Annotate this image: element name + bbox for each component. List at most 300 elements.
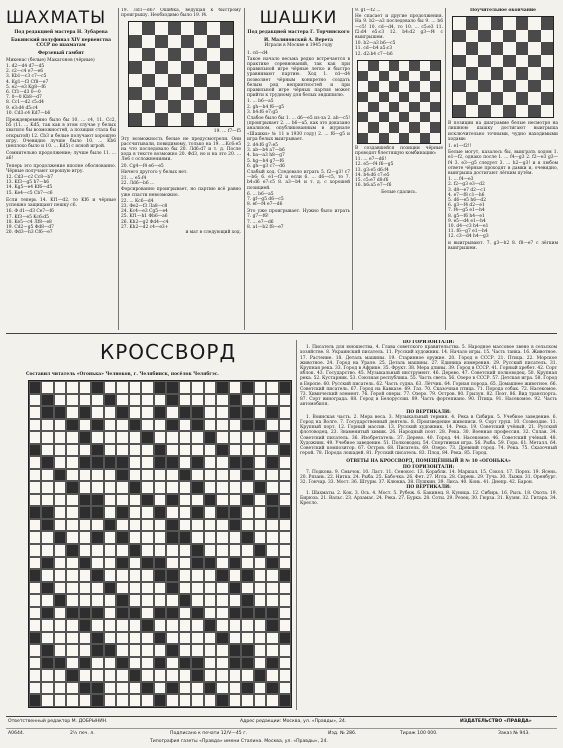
- board-square: [220, 22, 233, 35]
- crossword-cell: [266, 682, 278, 695]
- crossword-cell: [179, 619, 191, 632]
- board-square: [430, 92, 440, 102]
- crossword-cell: [279, 607, 291, 620]
- crossword-cell: [229, 519, 241, 532]
- crossword-cell: [179, 682, 191, 695]
- crossword-cell: [41, 506, 53, 519]
- board-square: [155, 48, 168, 61]
- crossword-cell: [41, 381, 53, 394]
- chess-moves-3: 12. Cd3—c2 Cc8—b7 13. Kf3—g5 h7—h6 14. Kg5—e4 Kf6—d5 15. Ke4—c5 Cb7—c6: [6, 175, 53, 196]
- crossword-cell: [279, 419, 291, 432]
- crossword-cell: [179, 444, 191, 457]
- crossword-cell: [166, 657, 178, 670]
- board-square: [399, 92, 409, 102]
- crossword-cell: [54, 419, 66, 432]
- crossword-cell: [266, 594, 278, 607]
- board-square: [220, 100, 233, 113]
- crossword-cell: [54, 594, 66, 607]
- crossword-cell: [129, 419, 141, 432]
- board-square: [430, 122, 440, 132]
- crossword-cell: [241, 582, 253, 595]
- board-square: [155, 74, 168, 87]
- footer-code: А0644.: [8, 731, 25, 736]
- crossword-cell: [29, 444, 41, 457]
- crossword-cell: [116, 506, 128, 519]
- crossword-cell: [66, 406, 78, 419]
- board-square: [389, 102, 399, 112]
- crossword-cell: [91, 406, 103, 419]
- crossword-cell: [129, 531, 141, 544]
- board-square: [155, 35, 168, 48]
- crossword-cell: [29, 557, 41, 570]
- crossword-cell: [129, 582, 141, 595]
- crossword-cell: [141, 582, 153, 595]
- crossword-cell: [254, 669, 266, 682]
- board-square: [358, 133, 368, 143]
- crossword-cell: [66, 619, 78, 632]
- board-square: [503, 80, 516, 93]
- crossword-cell: [66, 506, 78, 519]
- crossword-cell: [129, 444, 141, 457]
- board-square: [430, 81, 440, 91]
- crossword-cell: [279, 494, 291, 507]
- checkers-moves-4: 6. ... b6—a5 7. gf—g5 d6—c5 8. ef—f4 e7—d6: [247, 191, 284, 208]
- crossword-cell: [266, 619, 278, 632]
- crossword-cell: [266, 694, 278, 707]
- crossword-cell: [166, 506, 178, 519]
- crossword-cell: [116, 531, 128, 544]
- crossword-cell: [279, 694, 291, 707]
- crossword-cell: [104, 481, 116, 494]
- board-square: [368, 133, 378, 143]
- board-square: [220, 87, 233, 100]
- crossword-cell: [141, 644, 153, 657]
- crossword-cell: [166, 594, 178, 607]
- crossword-cell: [254, 381, 266, 394]
- crossword-cell: [216, 444, 228, 457]
- crossword-cell: [54, 669, 66, 682]
- crossword-cell: [179, 381, 191, 394]
- crossword-cell: [129, 494, 141, 507]
- crossword-cell: [254, 544, 266, 557]
- crossword-cell: [254, 644, 266, 657]
- crossword-cell: [54, 544, 66, 557]
- crossword-cell: [241, 632, 253, 645]
- crossword-cell: [66, 469, 78, 482]
- crossword-cell: [129, 506, 141, 519]
- board-square: [194, 22, 207, 35]
- checkers-note-4: Это уже проигрывает. Нужно было играть 7. g7—f6!: [247, 208, 350, 219]
- board-square: [453, 17, 466, 30]
- crossword-cell: [104, 419, 116, 432]
- board-square: [142, 87, 155, 100]
- crossword-cell: [141, 669, 153, 682]
- crossword-cell: [191, 444, 203, 457]
- board-square: [389, 92, 399, 102]
- crossword-cell: [266, 544, 278, 557]
- board-square: [453, 80, 466, 93]
- crossword-cell: [229, 632, 241, 645]
- crossword-cell: [279, 481, 291, 494]
- crossword-cell: [166, 381, 178, 394]
- crossword-cell: [116, 494, 128, 507]
- crossword-cell: [154, 669, 166, 682]
- column-divider: [296, 340, 297, 710]
- chess-event: Бакинский полуфинал XIV первенства СССР по шахматам: [11, 38, 111, 49]
- crossword-cell: [166, 456, 178, 469]
- crossword-cell: [104, 431, 116, 444]
- crossword-cell: [279, 381, 291, 394]
- crossword-cell: [129, 406, 141, 419]
- board-square: [491, 67, 504, 80]
- footer-divider: [6, 716, 557, 717]
- crossword-cell: [104, 557, 116, 570]
- crossword-cell: [279, 519, 291, 532]
- crossword-cell: [29, 506, 41, 519]
- crossword-cell: [41, 456, 53, 469]
- board-square: [194, 48, 207, 61]
- crossword-cell: [54, 506, 66, 519]
- crossword-cell: [79, 644, 91, 657]
- crossword-cell: [241, 569, 253, 582]
- crossword-cell: [191, 557, 203, 570]
- chess-diagram-board: [128, 21, 234, 127]
- crossword-cell: [141, 481, 153, 494]
- crossword-cell: [241, 469, 253, 482]
- board-square: [466, 92, 479, 105]
- crossword-cell: [141, 619, 153, 632]
- board-square: [503, 92, 516, 105]
- crossword-cell: [241, 682, 253, 695]
- crossword-cell: [54, 644, 66, 657]
- crossword-cell: [41, 419, 53, 432]
- crossword-cell: [104, 632, 116, 645]
- crossword-cell: [216, 619, 228, 632]
- board-square: [491, 55, 504, 68]
- board-square: [368, 61, 378, 71]
- crossword-cell: [79, 431, 91, 444]
- board-square: [155, 22, 168, 35]
- crossword-cell: [116, 669, 128, 682]
- crossword-cell: [254, 569, 266, 582]
- crossword-cell: [54, 632, 66, 645]
- board-square: [420, 133, 430, 143]
- board-square: [181, 61, 194, 74]
- crossword-cell: [229, 644, 241, 657]
- board-square: [142, 74, 155, 87]
- board-square: [181, 22, 194, 35]
- crossword-cell: [166, 494, 178, 507]
- crossword-cell: [166, 694, 178, 707]
- crossword-cell: [254, 632, 266, 645]
- crossword-cell: [29, 544, 41, 557]
- crossword-cell: [166, 682, 178, 695]
- board-square: [168, 87, 181, 100]
- board-square: [168, 61, 181, 74]
- crossword-cell: [179, 582, 191, 595]
- board-square: [453, 55, 466, 68]
- checkers-diagram-board-2: [452, 16, 554, 118]
- board-square: [528, 30, 541, 43]
- crossword-cell: [166, 582, 178, 595]
- checkers-moves-2: 1. ... b6—a5 2. gh—h4 f6—g5 3. h4:f6 e7:g5: [247, 99, 285, 115]
- board-square: [181, 35, 194, 48]
- checkers-moves-6: 9. g1—f2 ...: [355, 8, 381, 13]
- crossword-cell: [229, 419, 241, 432]
- crossword-cell: [204, 594, 216, 607]
- crossword-cell: [79, 419, 91, 432]
- crossword-cell: [204, 494, 216, 507]
- checkers-column-1: [247, 8, 350, 330]
- checkers-column-2: [355, 8, 443, 330]
- board-square: [541, 80, 554, 93]
- crossword-cell: [191, 619, 203, 632]
- board-square: [129, 35, 142, 48]
- board-square: [207, 22, 220, 35]
- board-square: [528, 17, 541, 30]
- column-divider: [118, 8, 119, 330]
- board-square: [399, 112, 409, 122]
- board-square: [389, 71, 399, 81]
- board-square: [453, 105, 466, 118]
- crossword-cell: [254, 657, 266, 670]
- crossword-cell: [241, 619, 253, 632]
- crossword-cell: [104, 394, 116, 407]
- crossword-cell: [54, 607, 66, 620]
- crossword-cell: [166, 607, 178, 620]
- checkers-diagram-board-1: [357, 60, 441, 144]
- crossword-cell: [91, 456, 103, 469]
- crossword-cell: [54, 619, 66, 632]
- chess-note-1: Преждевременно было бы 10. ... c4, 11. Cc2, b5 (11. ... Kd5, так как в этом случае у белых хватило бы возможностей, а позиция стала бы открытой) 12. Cb3 и белые получают хорошую игру. Очевидно лучше было 10. ... Kb6 (неплохо было и 10. ... Kd5) с ясной игрой.: [6, 118, 116, 150]
- crossword-cell: [254, 494, 266, 507]
- crossword-cell: [54, 694, 66, 707]
- board-square: [389, 61, 399, 71]
- crossword-cell: [41, 582, 53, 595]
- crossword-cell: [104, 669, 116, 682]
- board-square: [155, 61, 168, 74]
- crossword-cell: [279, 632, 291, 645]
- crossword-cell: [79, 544, 91, 557]
- crossword-cell: [179, 657, 191, 670]
- crossword-cell: [266, 419, 278, 432]
- chess-note-5: Эту возможность белые не предусмотрели. Они рассчитывали, повидимому, только на 19. ...Kc6:e5 на что последовало бы 20. Лd6:d7 и т. д. После хода в тексте возможно 20. Фd3, но и на это 20. ... Лe6 с осложнениями.: [121, 136, 241, 163]
- board-square: [430, 112, 440, 122]
- chess-players: Микенас (белые) Макагонов (чёрные): [6, 57, 95, 63]
- crossword-cell: [66, 419, 78, 432]
- crossword-cell: [79, 494, 91, 507]
- crossword-cell: [129, 456, 141, 469]
- crossword-cell: [191, 431, 203, 444]
- crossword-cell: [216, 557, 228, 570]
- crossword-cell: [279, 506, 291, 519]
- crossword-cell: [154, 582, 166, 595]
- crossword-cell: [216, 694, 228, 707]
- crossword-cell: [179, 632, 191, 645]
- crossword-cell: [104, 506, 116, 519]
- crossword-cell: [241, 494, 253, 507]
- footer-printer: Типография газеты «Правда» имени Сталина. Москва, ул. «Правды», 24.: [150, 739, 328, 744]
- crossword-cell: [216, 431, 228, 444]
- crossword-cell: [229, 694, 241, 707]
- crossword-cell: [116, 456, 128, 469]
- checkers-game: И. Малиновский А. Верета: [264, 38, 333, 44]
- crossword-cell: [191, 582, 203, 595]
- board-square: [420, 71, 430, 81]
- crossword-cell: [179, 607, 191, 620]
- chess-column-1: [6, 8, 116, 330]
- crossword-cell: [216, 682, 228, 695]
- crossword-cell: [66, 494, 78, 507]
- crossword-cell: [116, 469, 128, 482]
- crossword-cell: [129, 519, 141, 532]
- board-square: [358, 122, 368, 132]
- crossword-cell: [154, 544, 166, 557]
- crossword-cell: [204, 519, 216, 532]
- crossword-cell: [104, 607, 116, 620]
- crossword-cell: [104, 469, 116, 482]
- board-square: [491, 42, 504, 55]
- board-square: [207, 61, 220, 74]
- board-square: [220, 48, 233, 61]
- crossword-answers-across-title: ПО ГОРИЗОНТАЛИ:: [402, 464, 455, 470]
- board-square: [181, 48, 194, 61]
- crossword-cell: [129, 657, 141, 670]
- crossword-cell: [129, 394, 141, 407]
- crossword-cell: [54, 682, 66, 695]
- crossword-cell: [254, 469, 266, 482]
- crossword-cell: [216, 669, 228, 682]
- crossword-cell: [141, 694, 153, 707]
- board-square: [207, 113, 220, 126]
- crossword-cell: [41, 444, 53, 457]
- crossword-cell: [91, 394, 103, 407]
- crossword-cell: [229, 481, 241, 494]
- crossword-cell: [204, 669, 216, 682]
- crossword-cell: [166, 644, 178, 657]
- crossword-cell: [29, 669, 41, 682]
- board-square: [142, 61, 155, 74]
- crossword-cell: [266, 519, 278, 532]
- crossword-cell: [166, 444, 178, 457]
- checkers-moves-9: 1. e1—f2!!: [448, 144, 472, 150]
- checkers-note-6: В создавшейся позиции чёрные проводят блестящую комбинацию:: [355, 145, 443, 157]
- crossword-cell: [204, 582, 216, 595]
- board-square: [207, 74, 220, 87]
- board-square: [129, 87, 142, 100]
- board-square: [142, 113, 155, 126]
- crossword-across-clues: 1. Писатель для юношества, 4. Глава советского правительства. 5. Народное массовое звено в сельском хозяйстве. 8. Украинский писатель. 11. Русский художник. 14. Начало игры. 15. Часть танка. 16. Животное. 17. Растение. 18. Деталь машины. 19. Старинное оружие. 20. Город в СССР. 21. Птица. 22. Морское животное. 24. Город на Урале. 25. Деталь машины. 27. Единица измерения. 29. Русский писатель. 31. Крупная река. 33. Город в Африке. 35. Фрукт. 38. Мера длины. 39. Город в СССР. 41. Горный хребет. 42. Сорт яблок. 43. Государство. 45. Музыкальный инструмент. 46. Дерево. 47. Советский полководец. 50. Крупная река. 52. Кустарник. 53. Союзная республика. 55. Часть света. 56. Озеро в СССР. 57. Детская игра. 58. Город в Европе. 60. Русский писатель. 62. Часть судна. 63. Лётчик. 64. Горная порода. 65. Домашнее животное. 66. Советский писатель. 67. Город на Кавказе. 69. Газ. 70. Сказочная птица. 71. Порода собак. 72. Насекомое. 73. Химический элемент. 76. Герой оперы. 77. Озеро. 79. Остров. 80. Грызун. 82. Поэт. 86. Вид транспорта. 87. Сорт винограда. 88. Город в Белоруссии. 89. Часть фортепиано. 90. Птица. 91. Насекомое. 92. Часть автомобиля.: [300, 345, 557, 408]
- crossword-cell: [116, 644, 128, 657]
- crossword-cell: [79, 669, 91, 682]
- crossword-cell: [91, 431, 103, 444]
- crossword-cell: [254, 557, 266, 570]
- crossword-cell: [241, 657, 253, 670]
- crossword-cell: [66, 381, 78, 394]
- crossword-cell: [279, 394, 291, 407]
- board-square: [358, 112, 368, 122]
- column-divider: [352, 8, 353, 330]
- board-square: [399, 71, 409, 81]
- crossword-cell: [204, 419, 216, 432]
- crossword-cell: [154, 419, 166, 432]
- crossword-cell: [279, 657, 291, 670]
- board-square: [181, 74, 194, 87]
- board-square: [420, 112, 430, 122]
- crossword-cell: [179, 394, 191, 407]
- crossword-cell: [116, 694, 128, 707]
- crossword-cell: [91, 557, 103, 570]
- crossword-cell: [116, 619, 128, 632]
- crossword-cell: [41, 569, 53, 582]
- crossword-cell: [191, 494, 203, 507]
- crossword-cell: [129, 569, 141, 582]
- crossword-cell: [241, 381, 253, 394]
- crossword-cell: [41, 494, 53, 507]
- crossword-cell: [54, 394, 66, 407]
- crossword-cell: [116, 632, 128, 645]
- crossword-cell: [29, 519, 41, 532]
- crossword-cell: [204, 506, 216, 519]
- crossword-cell: [279, 682, 291, 695]
- crossword-cell: [41, 632, 53, 645]
- crossword-cell: [216, 394, 228, 407]
- crossword-cell: [29, 632, 41, 645]
- crossword-cell: [179, 506, 191, 519]
- crossword-cell: [54, 494, 66, 507]
- board-square: [181, 100, 194, 113]
- column-divider: [445, 8, 446, 330]
- board-square: [541, 42, 554, 55]
- board-square: [466, 105, 479, 118]
- crossword-cell: [54, 582, 66, 595]
- crossword-cell: [204, 544, 216, 557]
- board-square: [368, 112, 378, 122]
- crossword-cell: [204, 431, 216, 444]
- crossword-cell: [216, 469, 228, 482]
- board-square: [142, 48, 155, 61]
- crossword-cell: [116, 607, 128, 620]
- crossword-cell: [229, 494, 241, 507]
- crossword-cell: [154, 607, 166, 620]
- crossword-cell: [204, 481, 216, 494]
- crossword-cell: [104, 406, 116, 419]
- board-square: [503, 17, 516, 30]
- crossword-cell: [229, 557, 241, 570]
- chess-note-3: Теперь это продолжение вполне обоснованно. Чёрные получают хорошую игру.: [6, 163, 116, 174]
- crossword-cell: [91, 519, 103, 532]
- board-square: [168, 48, 181, 61]
- crossword-cell: [279, 431, 291, 444]
- crossword-cell: [91, 607, 103, 620]
- crossword-cell: [104, 644, 116, 657]
- crossword-cell: [116, 381, 128, 394]
- board-square: [409, 133, 419, 143]
- crossword-cell: [129, 632, 141, 645]
- board-square: [142, 100, 155, 113]
- crossword-cell: [41, 694, 53, 707]
- crossword-cell: [241, 394, 253, 407]
- checkers-result-2: и выигрывают. 7. g3—h2 8. f8—e7 с лёгким выигрышем.: [448, 240, 558, 251]
- board-square: [516, 17, 529, 30]
- board-square: [466, 55, 479, 68]
- crossword-cell: [79, 619, 91, 632]
- crossword-cell: [179, 519, 191, 532]
- crossword-cell: [91, 619, 103, 632]
- crossword-cell: [116, 594, 128, 607]
- crossword-cell: [54, 657, 66, 670]
- crossword-cell: [229, 569, 241, 582]
